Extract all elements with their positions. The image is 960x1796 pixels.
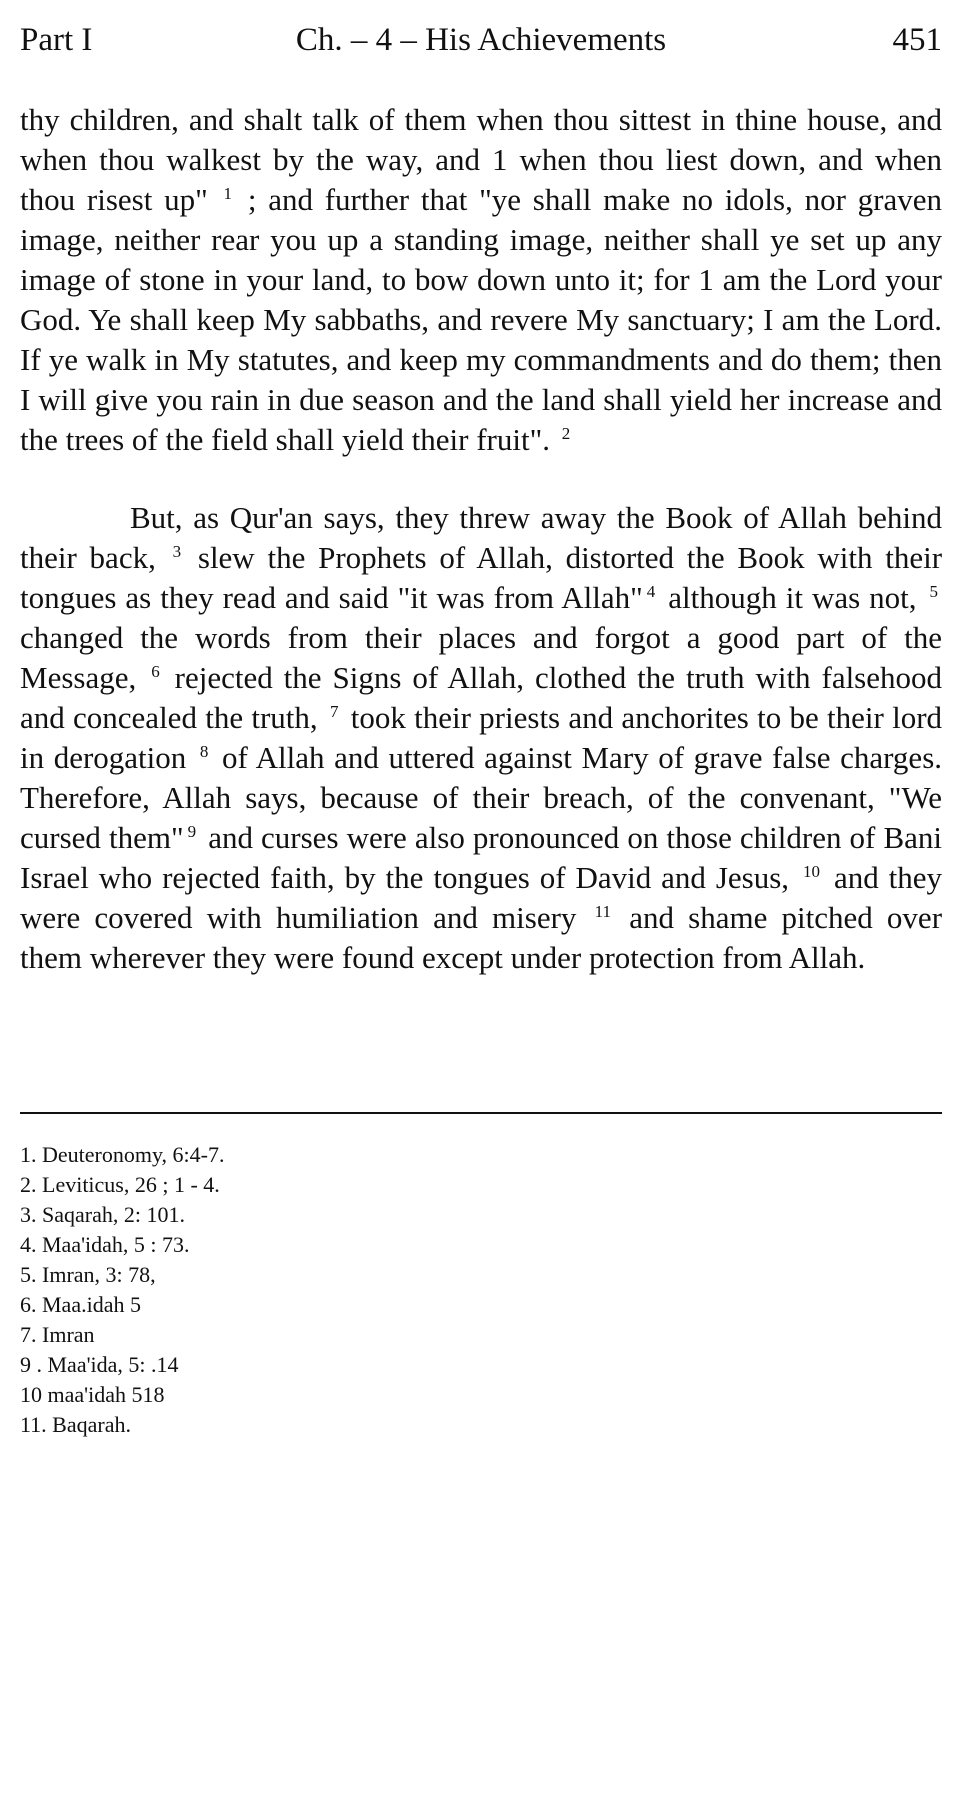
footnote-item: 6. Maa.idah 5 [20,1292,141,1317]
footnote-ref-4: 4 [646,581,656,601]
body-text [20,100,942,978]
footnote-item: 3. Saqarah, 2: 101. [20,1202,185,1227]
footnote-item: 7. Imran [20,1322,95,1347]
paragraph-text: ; and further that "ye shall make no idols, nor graven image, neither rear you up a standing image, neither shall ye set up any image of stone in your land, to bow down unto it; for 1 am the Lord your God. Ye shall keep My sabbaths, and revere My sanctuary; I am the Lord. If ye walk in My statutes, and keep my commandments and do them; then I will give you rain in due season and the land shall yield her increase and the trees of the field shall yield their fruit". [20,182,943,457]
footnote-ref-7: 7 [329,701,339,721]
footnote-item: 10 maa'idah 518 [20,1382,165,1407]
footnote-ref-3: 3 [172,541,182,561]
paragraph-text: and curses were also pronounced on those children of Bani Israel who rejected faith, by the tongues of David and Jesus, [20,820,942,895]
document-page [20,0,942,1796]
page-number: 451 [892,22,942,58]
footnote-ref-6: 6 [151,661,160,681]
paragraph-text: thy children, and shalt talk of them when thou sittest in thine house, and when thou walkest by the way, and 1 when thou liest down, and when thou risest up" [20,102,942,217]
footnote-divider [20,1112,942,1114]
paragraph-text: slew the Prophets of Allah, distorted the Book with their tongues as they read and said "it was from Allah" [20,540,943,615]
footnote-ref-2: 2 [561,423,571,443]
paragraph-text: But, as Qur'an says, they threw away the Book of Allah behind their back, [20,500,942,575]
paragraph-2 [20,498,942,978]
footnote-ref-8: 8 [199,741,209,761]
paragraph-text: rejected the Signs of Allah, clothed the truth with falsehood and concealed the truth, [20,660,943,735]
paragraph-1 [20,100,942,460]
footnotes-list [20,1140,620,1440]
footnote-item: 2. Leviticus, 26 ; 1 - 4. [20,1172,220,1197]
paragraph-text: although it was not, [668,580,917,615]
page-header [20,18,942,62]
footnote-ref-1: 1 [223,183,233,203]
footnote-ref-11: 11 [594,901,611,921]
footnote-item: 4. Maa'idah, 5 : 73. [20,1232,190,1257]
paragraph-text: changed the words from their places and forgot a good part of the Message, [20,620,942,695]
paragraph-text: and shame pitched over them wherever they were found except under protection from Allah. [20,900,943,975]
footnote-item: 5. Imran, 3: 78, [20,1262,156,1287]
footnote-ref-9: 9 [187,821,197,841]
paragraph-text: and they were covered with humiliation and misery [20,860,943,935]
footnote-item: 1. Deuteronomy, 6:4-7. [20,1142,225,1167]
chapter-title: Ch. – 4 – His Achievements [295,22,667,58]
part-label: Part I [20,22,93,58]
footnote-item: 11. Baqarah. [20,1412,131,1437]
footnote-item: 9 . Maa'ida, 5: .14 [20,1352,179,1377]
paragraph-text: of Allah and uttered against Mary of grave false charges. Therefore, Allah says, because of their breach, of the convenant, "We cursed them" [20,740,943,855]
footnote-ref-10: 10 [803,861,820,881]
paragraph-text: took their priests and anchorites to be their lord in derogation [20,700,943,775]
footnote-ref-5: 5 [929,581,939,601]
